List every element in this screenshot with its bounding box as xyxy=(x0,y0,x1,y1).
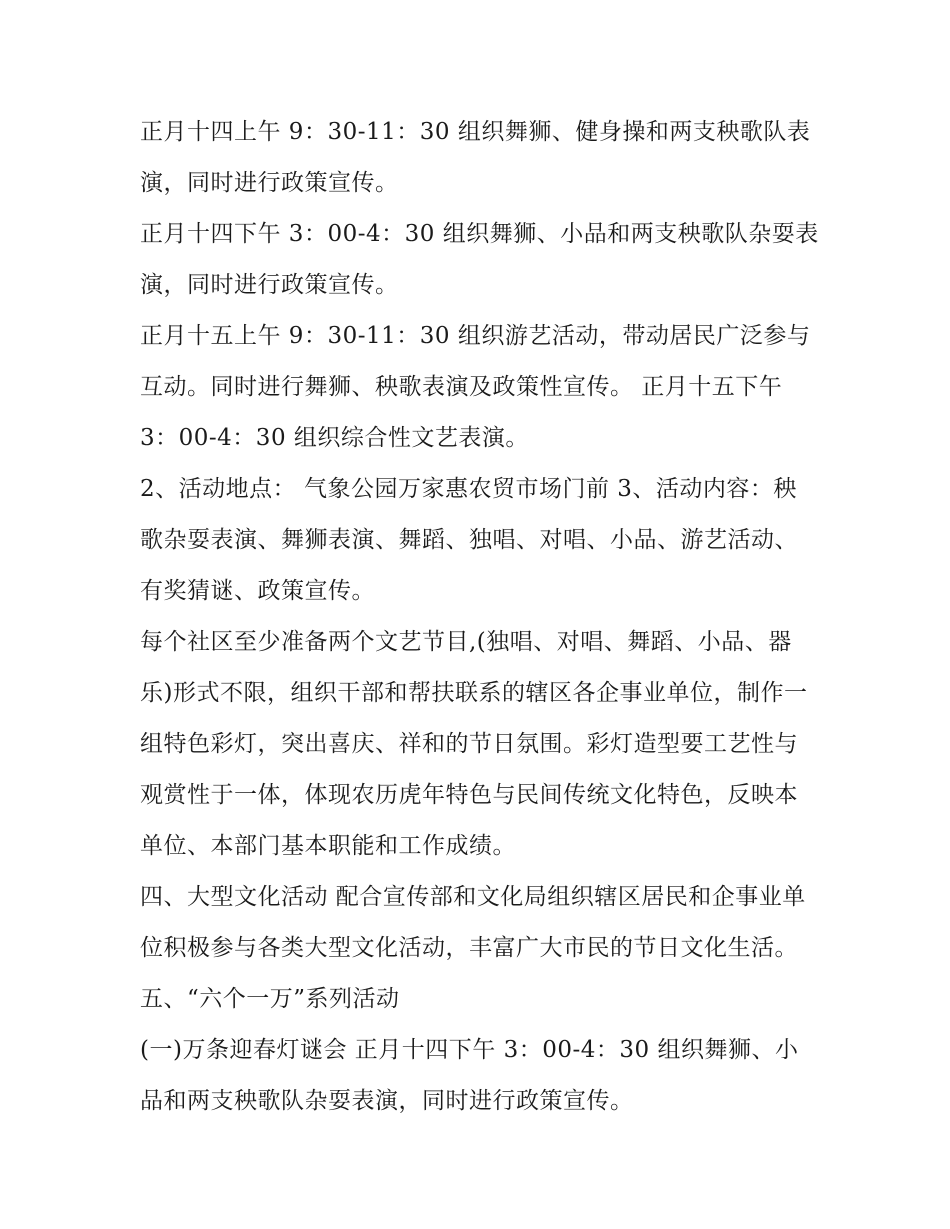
paragraph-community-programs: 每个社区至少准备两个文艺节目,(独唱、对唱、舞蹈、小品、器乐)形式不限，组织干部和帮扶联系的辖区各企事业单位，制作一组特色彩灯，突出喜庆、祥和的节日氛围。彩灯造型要工艺性与观赏性于一体，体现农历虎年特色与民间传统文化特色，反映本单位、本部门基本职能和工作成绩。 xyxy=(140,629,808,859)
paragraph-cultural-activities: 四、大型文化活动 配合宣传部和文化局组织辖区居民和企事业单位积极参与各类大型文化活动，丰富广大市民的节日文化生活。 五、“六个一万”系列活动 xyxy=(140,884,806,1012)
paragraph-schedule-14-afternoon: 正月十四下午 3：00-4：30 组织舞狮、小品和两支秧歌队杂耍表演，同时进行政策宣传。 xyxy=(140,221,819,298)
paragraph-location-content: 2、活动地点： 气象公园万家惠农贸市场门前 3、活动内容：秧歌杂耍表演、舞狮表演、舞蹈、独唱、对唱、小品、游艺活动、有奖猜谜、政策宣传。 xyxy=(140,476,798,604)
paragraph-lantern-riddles: (一)万条迎春灯谜会 正月十四下午 3：00-4：30 组织舞狮、小品和两支秧歌队杂耍表演，同时进行政策宣传。 xyxy=(140,1037,799,1114)
paragraph-schedule-15: 正月十五上午 9：30-11：30 组织游艺活动，带动居民广泛参与互动。同时进行舞狮、秧歌表演及政策性宣传。 正月十五下午 3：00-4：30 组织综合性文艺表演。 xyxy=(140,323,811,451)
paragraph-schedule-14-morning: 正月十四上午 9：30-11：30 组织舞狮、健身操和两支秧歌队表演，同时进行政策宣传。 xyxy=(140,119,811,196)
document-body xyxy=(140,107,820,1127)
